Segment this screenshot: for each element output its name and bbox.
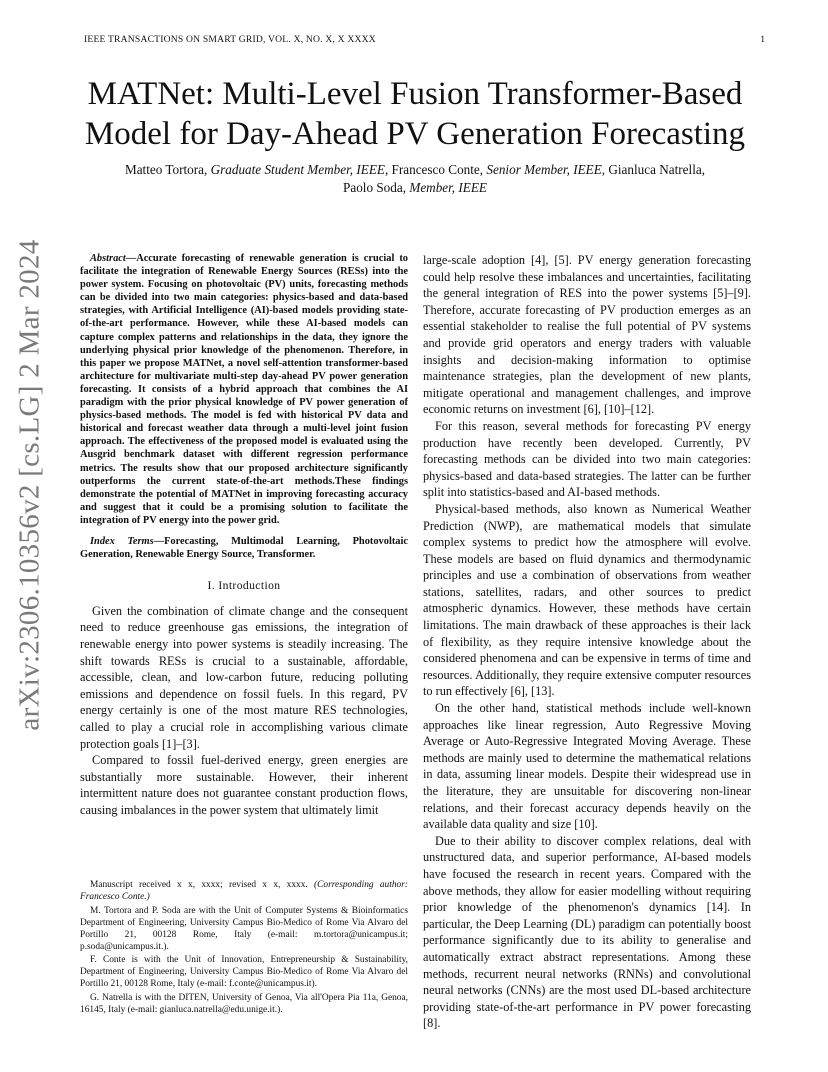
body-paragraph: Physical-based methods, also known as Numerical Weather Prediction (NWP), are mathematical models that simulate complex systems to predict how the atmosphere will evolve. These models are based on fluid dynamics and thermodynamic principles and use a combination of observations from weather stations, satellites, radars, and other sources to predict atmospheric dynamics. However, these methods have certain limitations. The main drawback of these approaches is their lack of flexibility, as they require intensive knowledge about the considered phenomena and can be expensive in terms of time and resources. Additionally, they require extensive computer resources to run effectively [6], [13].: [423, 501, 751, 699]
author-list: [70, 161, 760, 197]
author: Gianluca Natrella,: [608, 162, 706, 177]
footnote: Manuscript received x x, xxxx; revised x x, xxxx. (Corresponding author: Francesco Conte.): [80, 880, 408, 902]
running-head: IEEE TRANSACTIONS ON SMART GRID, VOL. X, NO. X, X XXXX: [84, 34, 376, 45]
arxiv-stamp: [13, 239, 46, 731]
footnote: F. Conte is with the Unit of Innovation, Entrepreneurship & Sustainability, Department of Engineering, University Campus Bio-Medico of Rome Via Alvaro del Portillo 21, 00128 Rome, Italy (e-mail: f.conte@unicampus.it).: [80, 955, 408, 990]
index-terms-text: —Forecasting, Multimodal Learning, Photovoltaic Generation, Renewable Energy Source, Transformer.: [80, 535, 408, 561]
abstract: [80, 252, 408, 527]
abstract-text: —Accurate forecasting of renewable generation is crucial to facilitate the integration of Renewable Energy Sources (RESs) into the power system. Focusing on photovoltaic (PV) units, forecasting methods can be divided into two main categories: physics-based and data-based strategies, with Artificial Intelligence (AI)-based models providing state-of-the-art performance. However, while these AI-based models can capture complex patterns and relationships in the data, they ignore the underlying physical prior knowledge of the phenomenon. Therefore, in this paper we propose MATNet, a novel self-attention transformer-based architecture for multivariate multi-step day-ahead PV power generation forecasting. It consists of a hybrid approach that combines the AI paradigm with the prior physical knowledge of PV power generation of physics-based methods. The model is fed with historical PV data and historical and forecast weather data through a multi-level joint fusion approach. The effectiveness of the proposed model is evaluated using the Ausgrid benchmark dataset with different regression performance metrics. The results show that our proposed architecture significantly outperforms the current state-of-the-art methods.These findings demonstrate the potential of MATNet in improving forecasting accuracy and suggest that it could be a promising solution to facilitate the integration of PV energy into the power grid.: [80, 253, 408, 526]
index-terms: [80, 535, 408, 561]
footnote: M. Tortora and P. Soda are with the Unit of Computer Systems & Bioinformatics Department of Engineering, University Campus Bio-Medico of Rome Via Alvaro del Portillo 21, 00128 Rome, Italy (e-mail: m.tortora@unicampus.it; p.soda@unicampus.it.).: [80, 905, 408, 952]
body-paragraph: large-scale adoption [4], [5]. PV energy generation forecasting could help resolve these imbalances and uncertainties, facilitating the general integration of RES into the power systems [5]–[9]. Therefore, accurate forecasting of PV production emerges as an essential stakeholder to realise the full potential of PV systems and provide grid operators and energy traders with valuable insights and decision-making information to optimise maintenance strategies, plan the development of new plants, mitigate operational and management challenges, and improve economic returns on investment [6], [10]–[12].: [423, 253, 751, 417]
paper-title: MATNet: Multi-Level Fusion Transformer-Based Model for Day-Ahead PV Generation Forecasting: [84, 76, 746, 152]
left-column: [80, 252, 408, 818]
abstract-label: Abstract: [90, 253, 126, 264]
footnote: G. Natrella is with the DITEN, University of Genoa, Via all'Opera Pia 11a, Genoa, 16145, Italy (e-mail: gianluca.natrella@edu.unige.it.).: [80, 993, 408, 1016]
page-number: 1: [760, 34, 765, 45]
author: Francesco Conte, Senior Member, IEEE,: [391, 162, 609, 177]
body-paragraph: For this reason, several methods for forecasting PV energy production have recently been developed. Currently, PV forecasting methods can be divided into two main categories: physics-based and data-based strategies. The latter can be further split into statistics-based and AI-based methods.: [423, 418, 751, 500]
body-paragraph: Compared to fossil fuel-derived energy, green energies are substantially more sustainable. However, their inherent intermittent nature does not guarantee constant production flows, causing imbalances in the power system that ultimately limit: [80, 753, 408, 817]
right-column: [423, 252, 751, 1032]
body-paragraph: Due to their ability to discover complex relations, deal with unstructured data, and superior performance, AI-based models have focused the research in recent years. Compared with the above methods, they allow for easier modelling without requiring prior knowledge of the phenomenon's dynamics [14]. In particular, the Deep Learning (DL) paradigm can potentially boost performance significantly due to its ability to generalise and automatically extract abstract representations. Among these methods, recurrent neural networks (RNNs) and convolutional neural networks (CNNs) are the most used DL-based architecture providing state-of-the-art performance in PV power forecasting [8].: [423, 833, 751, 1031]
section-heading: I. Introduction: [207, 579, 281, 593]
index-terms-label: Index Terms: [90, 535, 154, 547]
footnotes: [80, 880, 408, 1019]
author: Paolo Soda, Member, IEEE: [343, 180, 487, 195]
author: Matteo Tortora, Graduate Student Member, IEEE,: [124, 162, 392, 177]
body-paragraph: Given the combination of climate change and the consequent need to reduce greenhouse gas emissions, the integration of renewable energy into power systems is steadily increasing. The shift towards RESs is crucial to a sustainable, affordable, accessible, clean, and low-carbon future, reducing polluting emissions and dependence on fossil fuels. In this regard, PV energy certainly is one of the most mature RES technologies, called to play a crucial role in accomplishing various climate protection goals [1]–[3].: [80, 603, 408, 751]
body-paragraph: On the other hand, statistical methods include well-known approaches like linear regression, Auto Regressive Moving Average or Auto-Regressive Integrated Moving Average. These methods are mainly used to determine the mathematical relations in data, assuming linear models. Despite their widespread use in the literature, they are unsuitable for discovering non-linear relations, and their forecast accuracy depends heavily on the available data quality and size [10].: [423, 701, 751, 832]
arxiv-stamp-text: arXiv:2306.10356v2 [cs.LG] 2 Mar 2024: [13, 239, 46, 731]
